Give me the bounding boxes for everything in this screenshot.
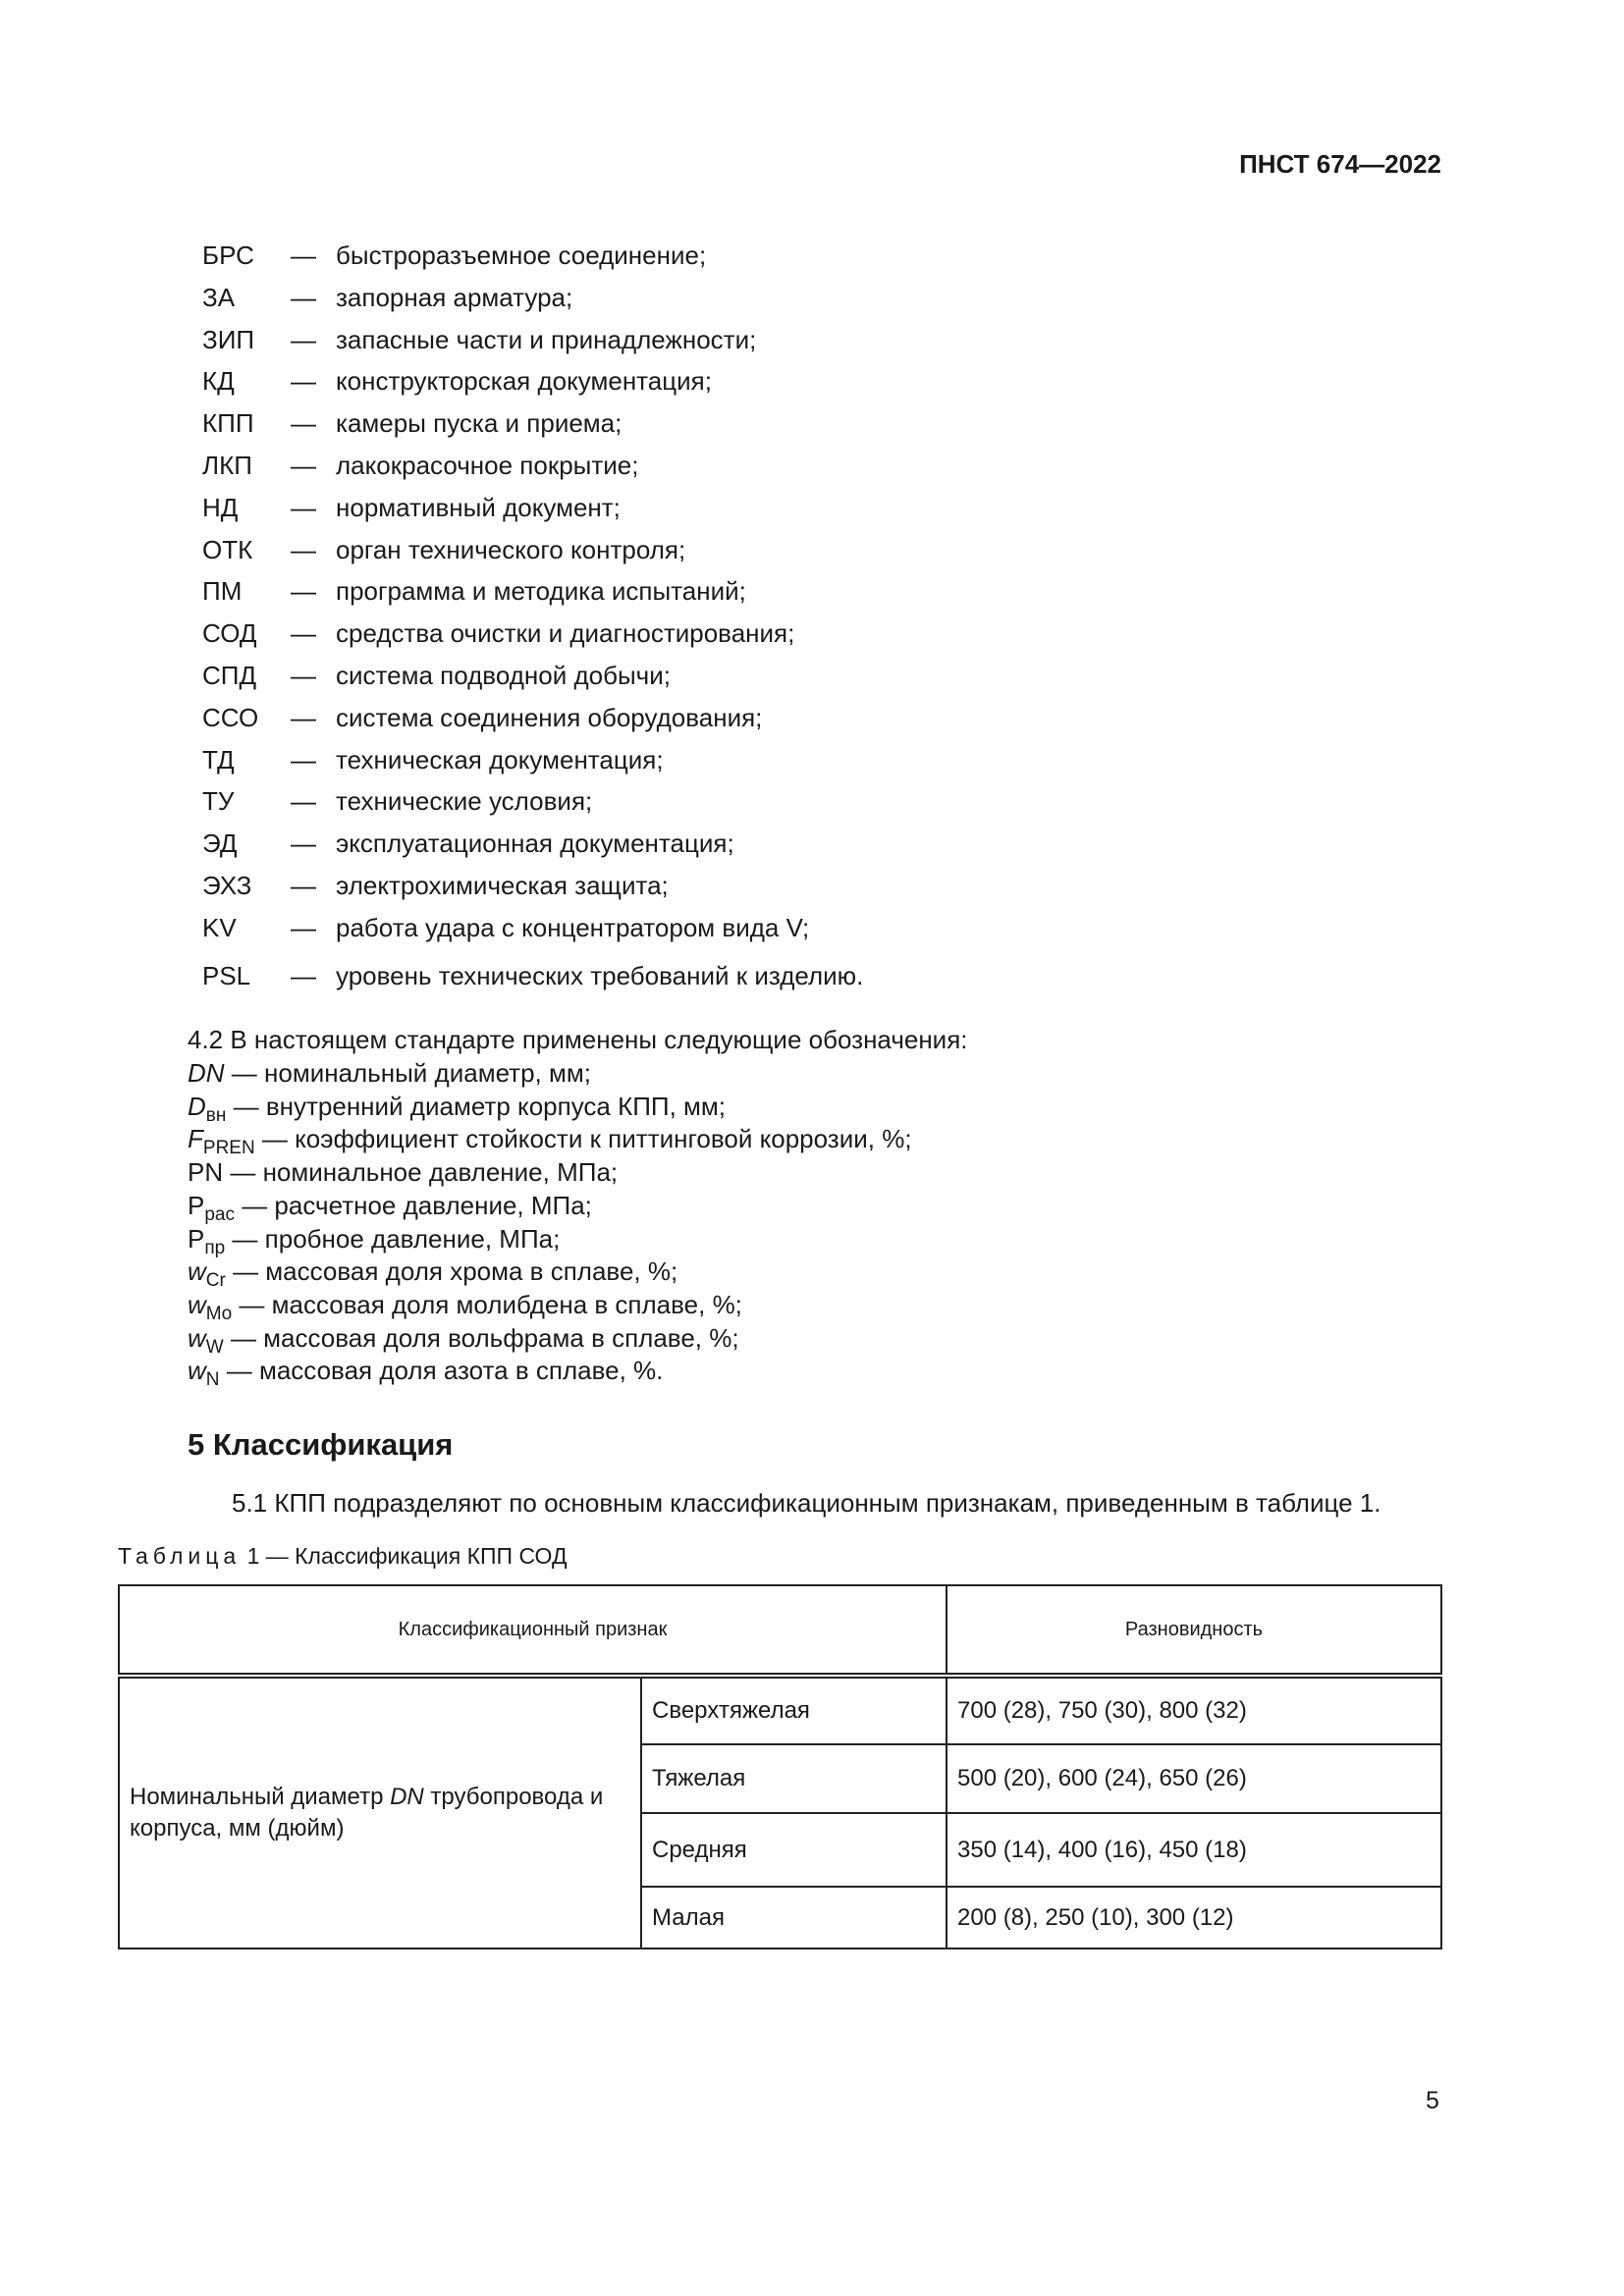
symbol-item (188, 1354, 663, 1397)
symbol-definition: — номинальное давление, МПа; (223, 1157, 619, 1188)
paragraph-5-1: 5.1 КПП подразделяют по основным классификационным признакам, приведенным в таблице 1. (232, 1488, 1381, 1518)
symbol: F (188, 1124, 203, 1154)
dash: — (291, 240, 316, 270)
symbol-subscript: Cr (205, 1270, 226, 1292)
symbol: w (188, 1356, 206, 1386)
page-number: 5 (1426, 2087, 1439, 2114)
dash: — (291, 408, 316, 439)
header-feature: Классификационный признак (119, 1585, 947, 1676)
dash: — (291, 912, 316, 942)
abbreviation-definition: орган технического контроля; (336, 534, 686, 564)
symbol-definition: — массовая доля хрома в сплаве, %; (225, 1256, 678, 1287)
symbol-definition: — пробное давление, МПа; (225, 1223, 561, 1254)
symbol-definition: — массовая доля вольфрама в сплаве, %; (223, 1322, 739, 1353)
symbol-subscript: W (205, 1336, 224, 1358)
abbreviation: СОД (202, 618, 257, 649)
dash: — (291, 871, 316, 900)
abbreviation: KV (202, 912, 237, 942)
dash: — (291, 744, 316, 774)
caption-title: 1 — Классификация КПП СОД (241, 1543, 568, 1569)
abbreviation: КД (202, 366, 235, 397)
symbol-definition: — расчетное давление, МПа; (234, 1190, 592, 1220)
symbol-definition: — номинальный диаметр, мм; (224, 1058, 591, 1088)
dash: — (291, 324, 316, 354)
symbol: P (188, 1190, 205, 1220)
abbreviation: ОТК (202, 534, 253, 564)
abbreviation-definition: работа удара с концентратором вида V; (336, 912, 810, 942)
table-row (119, 1676, 1441, 1744)
abbreviation-definition: электрохимическая защита; (336, 871, 669, 900)
abbreviation-definition: программа и методика испытаний; (336, 576, 746, 607)
abbreviation: ТД (202, 744, 235, 774)
values-cell: 700 (28), 750 (30), 800 (32) (947, 1676, 1441, 1744)
symbols-intro: 4.2 В настоящем стандарте применены следующие обозначения: (188, 1025, 968, 1054)
symbol: P (188, 1223, 205, 1254)
feature-text-end: трубопровода и корпуса, мм (дюйм) (130, 1784, 604, 1842)
abbreviation: КПП (202, 408, 254, 439)
symbol-definition: — массовая доля молибдена в сплаве, %; (232, 1289, 742, 1319)
dash: — (291, 366, 316, 397)
dash: — (291, 534, 316, 564)
abbreviation-definition: эксплуатационная документация; (336, 828, 734, 859)
abbreviation: ССО (202, 702, 259, 732)
document-code: ПНСТ 674—2022 (1239, 149, 1441, 179)
symbol-subscript: N (205, 1369, 220, 1391)
abbreviation-definition: запасные части и принадлежности; (336, 324, 757, 354)
abbreviation: ЗИП (202, 324, 255, 354)
abbreviation: БРС (202, 240, 254, 270)
abbreviation: ЭД (202, 828, 238, 859)
symbol-subscript: пр (204, 1237, 226, 1258)
abbreviation: ЛКП (202, 451, 252, 480)
symbol: PN (188, 1157, 224, 1188)
abbreviation-definition: уровень технических требований к изделию. (336, 960, 864, 990)
table-header-row (119, 1585, 1441, 1676)
values-cell: 200 (8), 250 (10), 300 (12) (947, 1887, 1441, 1949)
dash: — (291, 492, 316, 522)
values-cell: 350 (14), 400 (16), 450 (18) (947, 1813, 1441, 1887)
classification-table (118, 1584, 1442, 1949)
abbreviation-definition: технические условия; (336, 786, 593, 817)
abbreviation-definition: быстроразъемное соединение; (336, 240, 707, 270)
symbol: w (188, 1289, 206, 1319)
abbreviation-definition: запорная арматура; (336, 282, 573, 312)
abbreviation: СПД (202, 661, 257, 690)
abbreviation: ПМ (202, 576, 243, 607)
table-caption (118, 1543, 568, 1570)
symbol-definition: — коэффициент стойкости к питтинговой коррозии, %; (254, 1124, 912, 1154)
dash: — (291, 282, 316, 312)
abbreviation: ЭХЗ (202, 871, 252, 900)
abbreviation: НД (202, 492, 239, 522)
symbol: DN (188, 1058, 225, 1088)
abbreviation-definition: система соединения оборудования; (336, 702, 763, 732)
caption-word: Таблица (118, 1543, 242, 1569)
symbol-definition: — внутренний диаметр корпуса КПП, мм; (226, 1091, 727, 1121)
abbreviation-definition: нормативный документ; (336, 492, 621, 522)
dash: — (291, 960, 316, 990)
symbol: w (188, 1322, 206, 1353)
type-cell: Тяжелая (641, 1744, 947, 1813)
symbol-subscript: PREN (202, 1138, 255, 1159)
abbreviation-definition: техническая документация; (336, 744, 664, 774)
symbol-subscript: вн (205, 1104, 227, 1126)
symbol-subscript: рас (204, 1203, 235, 1225)
feature-symbol: DN (390, 1784, 424, 1810)
header-variety: Разновидность (947, 1585, 1441, 1676)
dash: — (291, 786, 316, 817)
symbol-subscript: Mo (205, 1303, 233, 1324)
dash: — (291, 828, 316, 859)
section-heading: 5 Классификация (188, 1427, 454, 1462)
abbreviation-definition: конструкторская документация; (336, 366, 712, 397)
dash: — (291, 618, 316, 649)
symbol: w (188, 1256, 206, 1287)
abbreviation-definition: камеры пуска и приема; (336, 408, 623, 439)
dash: — (291, 661, 316, 690)
type-cell: Средняя (641, 1813, 947, 1887)
symbol-definition: — массовая доля азота в сплаве, %. (219, 1356, 664, 1386)
dash: — (291, 702, 316, 732)
abbreviation-definition: средства очистки и диагностирования; (336, 618, 795, 649)
symbol: D (188, 1091, 206, 1121)
abbreviation: PSL (202, 960, 251, 990)
feature-text: Номинальный диаметр (130, 1784, 391, 1810)
dash: — (291, 576, 316, 607)
abbreviation-definition: лакокрасочное покрытие; (336, 451, 639, 480)
dash: — (291, 451, 316, 480)
feature-cell (119, 1676, 641, 1949)
abbreviation: ЗА (202, 282, 236, 312)
abbreviation: ТУ (202, 786, 235, 817)
abbreviation-definition: система подводной добычи; (336, 661, 671, 690)
type-cell: Сверхтяжелая (641, 1676, 947, 1744)
values-cell: 500 (20), 600 (24), 650 (26) (947, 1744, 1441, 1813)
type-cell: Малая (641, 1887, 947, 1949)
